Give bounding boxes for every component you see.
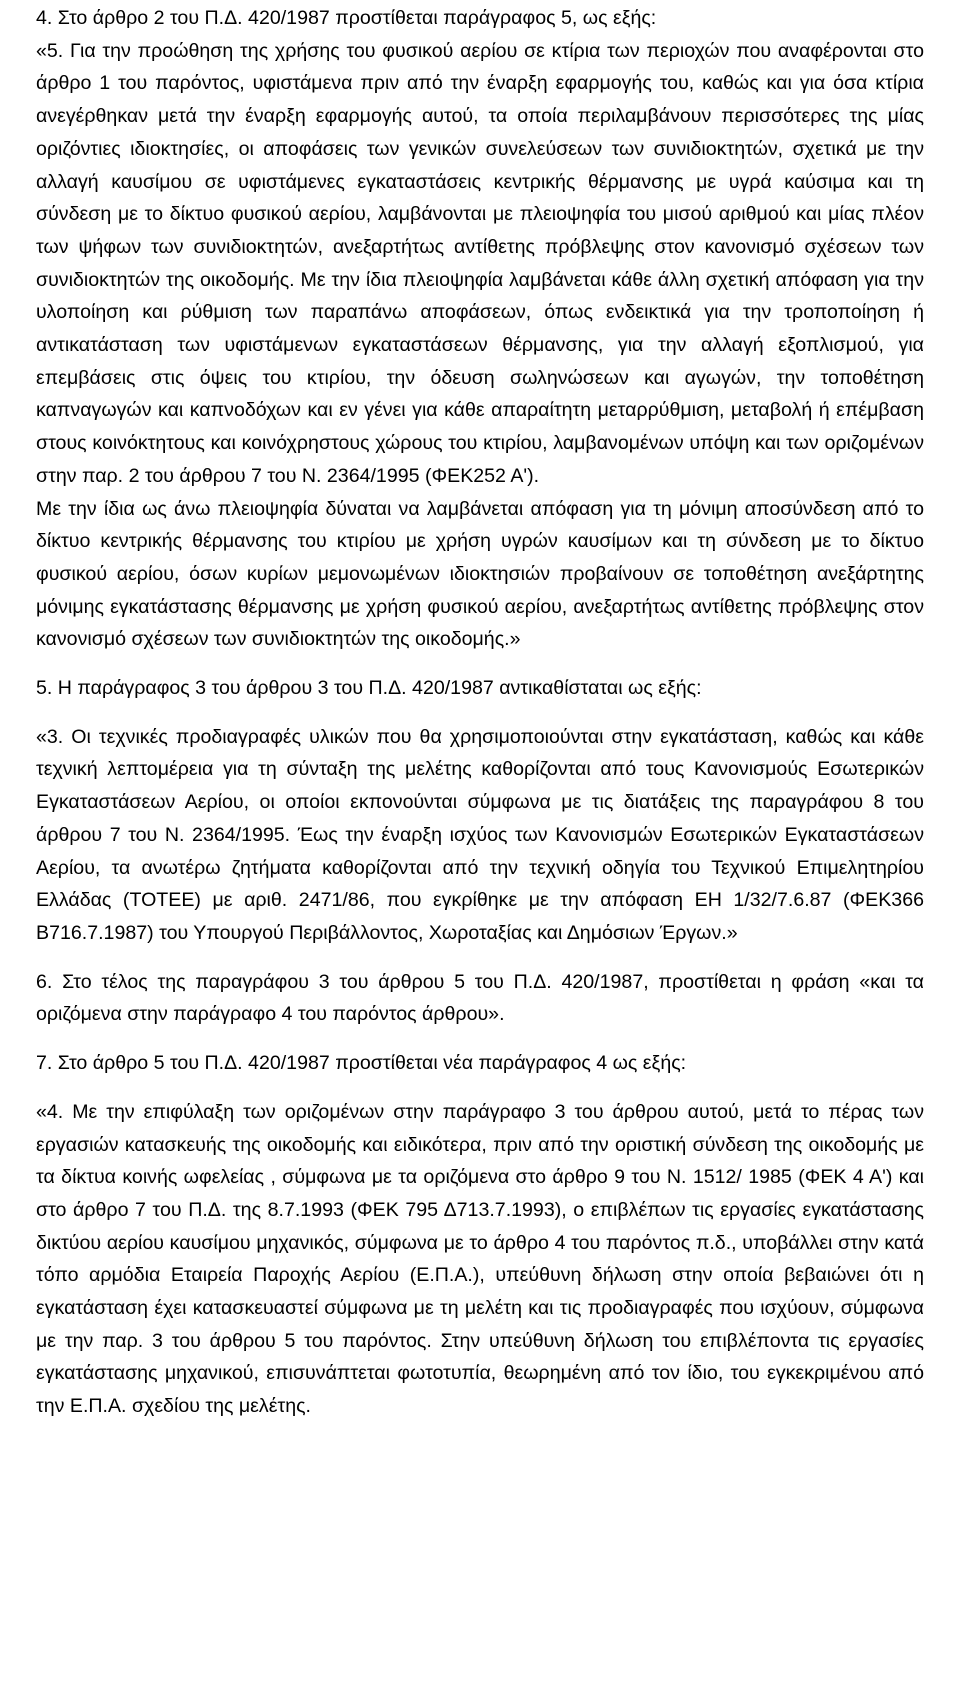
- paragraph-4-intro: 4. Στο άρθρο 2 του Π.Δ. 420/1987 προστίθεται παράγραφος 5, ως εξής:: [36, 7, 657, 29]
- paragraph-6: 6. Στο τέλος της παραγράφου 3 του άρθρου 5 του Π.Δ. 420/1987, προστίθεται η φράση «και τα οριζόμενα στην παράγραφο 4 του παρόντος άρθρου».: [36, 970, 924, 1026]
- paragraph-5-heading: 5. Η παράγραφος 3 του άρθρου 3 του Π.Δ. 420/1987 αντικαθίσταται ως εξής:: [36, 677, 702, 700]
- paragraph-3-quote: «3. Οι τεχνικές προδιαγραφές υλικών που θα χρησιμοποιούνται στην εγκατάσταση, καθώς και κάθε τεχνική λεπτομέρεια για τη σύνταξη της μελέτης καθορίζονται από τους Κανονισμούς Εσωτερικών Εγκαταστάσεων Αερίου, οι οποίοι εκπονούνται σύμφωνα με τις διατάξεις της παραγράφου 8 του άρθρου 7 του Ν. 2364/1995. Έως την έναρξη ισχύος των Κανονισμών Εσωτερικών Εγκαταστάσεων Αερίου, τα ανωτέρω ζητήματα καθορίζονται από την τεχνική οδηγία του Τεχνικού Επιμελητηρίου Ελλάδας (ΤΟΤΕΕ) με αριθ. 2471/86, που εγκρίθηκε με την απόφαση ΕΗ 1/32/7.6.87 (ΦΕΚ366 Β716.7.1987) του Υπουργού Περιβάλλοντος, Χωροταξίας και Δημόσιων Έργων.»: [36, 725, 924, 944]
- paragraph-5-second-clause: Με την ίδια ως άνω πλειοψηφία δύναται να λαμβάνεται απόφαση για τη μόνιμη αποσύνδεση από το δίκτυο κεντρικής θέρμανσης του κτιρίου με χρήση υγρών καυσίμων και τη σύνδεση με το δίκτυο φυσικού αερίου, όσων κυρίων μεμονωμένων ιδιοκτησιών προβαίνουν σε τοποθέτηση ανεξάρτητης μόνιμης εγκατάστασης θέρμανσης με χρήση φυσικού αερίου, ανεξαρτήτως αντίθετης πρόβλεψης στον κανονισμό σχέσεων των συνιδιοκτητών της οικοδομής.»: [36, 497, 924, 651]
- paragraph-4-quote: «4. Με την επιφύλαξη των οριζομένων στην παράγραφο 3 του άρθρου αυτού, μετά το πέρας των εργασιών κατασκευής της οικοδομής και ειδικότερα, πριν από την οριστική σύνδεση της οικοδομής με τα δίκτυα κοινής ωφελείας , σύμφωνα με τα οριζόμενα στο άρθρο 9 του Ν. 1512/ 1985 (ΦΕΚ 4 Α') και στο άρθρο 7 του Π.Δ. της 8.7.1993 (ΦΕΚ 795 Δ713.7.1993), ο επιβλέπων τις εργασίες εγκατάστασης δικτύου αερίου καυσίμου μηχανικός, σύμφωνα με το άρθρο 4 του παρόντος π.δ., υποβάλλει στην κατά τόπο αρμόδια Εταιρεία Παροχής Αερίου (Ε.Π.Α.), υπεύθυνη δήλωση στην οποία βεβαιώνει ότι η εγκατάσταση έχει κατασκευαστεί σύμφωνα με τη μελέτη και τις προδιαγραφές που ισχύουν, σύμφωνα με την παρ. 3 του άρθρου 5 του παρόντος. Στην υπεύθυνη δήλωση του επιβλέποντα τις εργασίες εγκατάστασης μηχανικού, επισυνάπτεται φωτοτυπία, θεωρημένη από τον ίδιο, του εγκεκριμένου από την Ε.Π.Α. σχεδίου της μελέτης.: [36, 1100, 924, 1418]
- paragraph-5-quote: «5. Για την προώθηση της χρήσης του φυσικού αερίου σε κτίρια των περιοχών που αναφέρονται στο άρθρο 1 του παρόντος, υφιστάμενα πριν από την έναρξη εφαρμογής του, καθώς και για όσα κτίρια ανεγέρθηκαν μετά την έναρξη εφαρμογής αυτού, τα οποία περιλαμβάνουν περισσότερες της μίας οριζόντιες ιδιοκτησίες, οι αποφάσεις των γενικών συνελεύσεων των συνιδιοκτητών, σχετικά με την αλλαγή καυσίμου σε υφιστάμενες εγκαταστάσεις κεντρικής θέρμανσης με υγρά καύσιμα και τη σύνδεση με το δίκτυο φυσικού αερίου, λαμβάνονται με πλειοψηφία του μισού αριθμού και μίας πλέον των ψήφων των συνιδιοκτητών, ανεξαρτήτως αντίθετης πρόβλεψης στον κανονισμό σχέσεων των συνιδιοκτητών της οικοδομής. Με την ίδια πλειοψηφία λαμβάνεται κάθε άλλη σχετική απόφαση για την υλοποίηση και ρύθμιση των παραπάνω αποφάσεων, όπως ενδεικτικά για την τροποποίηση ή αντικατάσταση των υφιστάμενων εγκαταστάσεων θέρμανσης, για την αλλαγή εξοπλισμού, για επεμβάσεις στις όψεις του κτιρίου, την όδευση σωληνώσεων και αγωγών, την τοποθέτηση καπναγωγών και καπνοδόχων και εν γένει για κάθε απαραίτητη μεταρρύθμιση, μεταβολή ή επέμβαση στους κοινόκτητους και κοινόχρηστους χώρους του κτιρίου, λαμβανομένων υπόψη και των οριζομένων στην παρ. 2 του άρθρου 7 του Ν. 2364/1995 (ΦΕΚ252 Α').: [36, 39, 924, 487]
- paragraph-7-heading: 7. Στο άρθρο 5 του Π.Δ. 420/1987 προστίθεται νέα παράγραφος 4 ως εξής:: [36, 1052, 687, 1075]
